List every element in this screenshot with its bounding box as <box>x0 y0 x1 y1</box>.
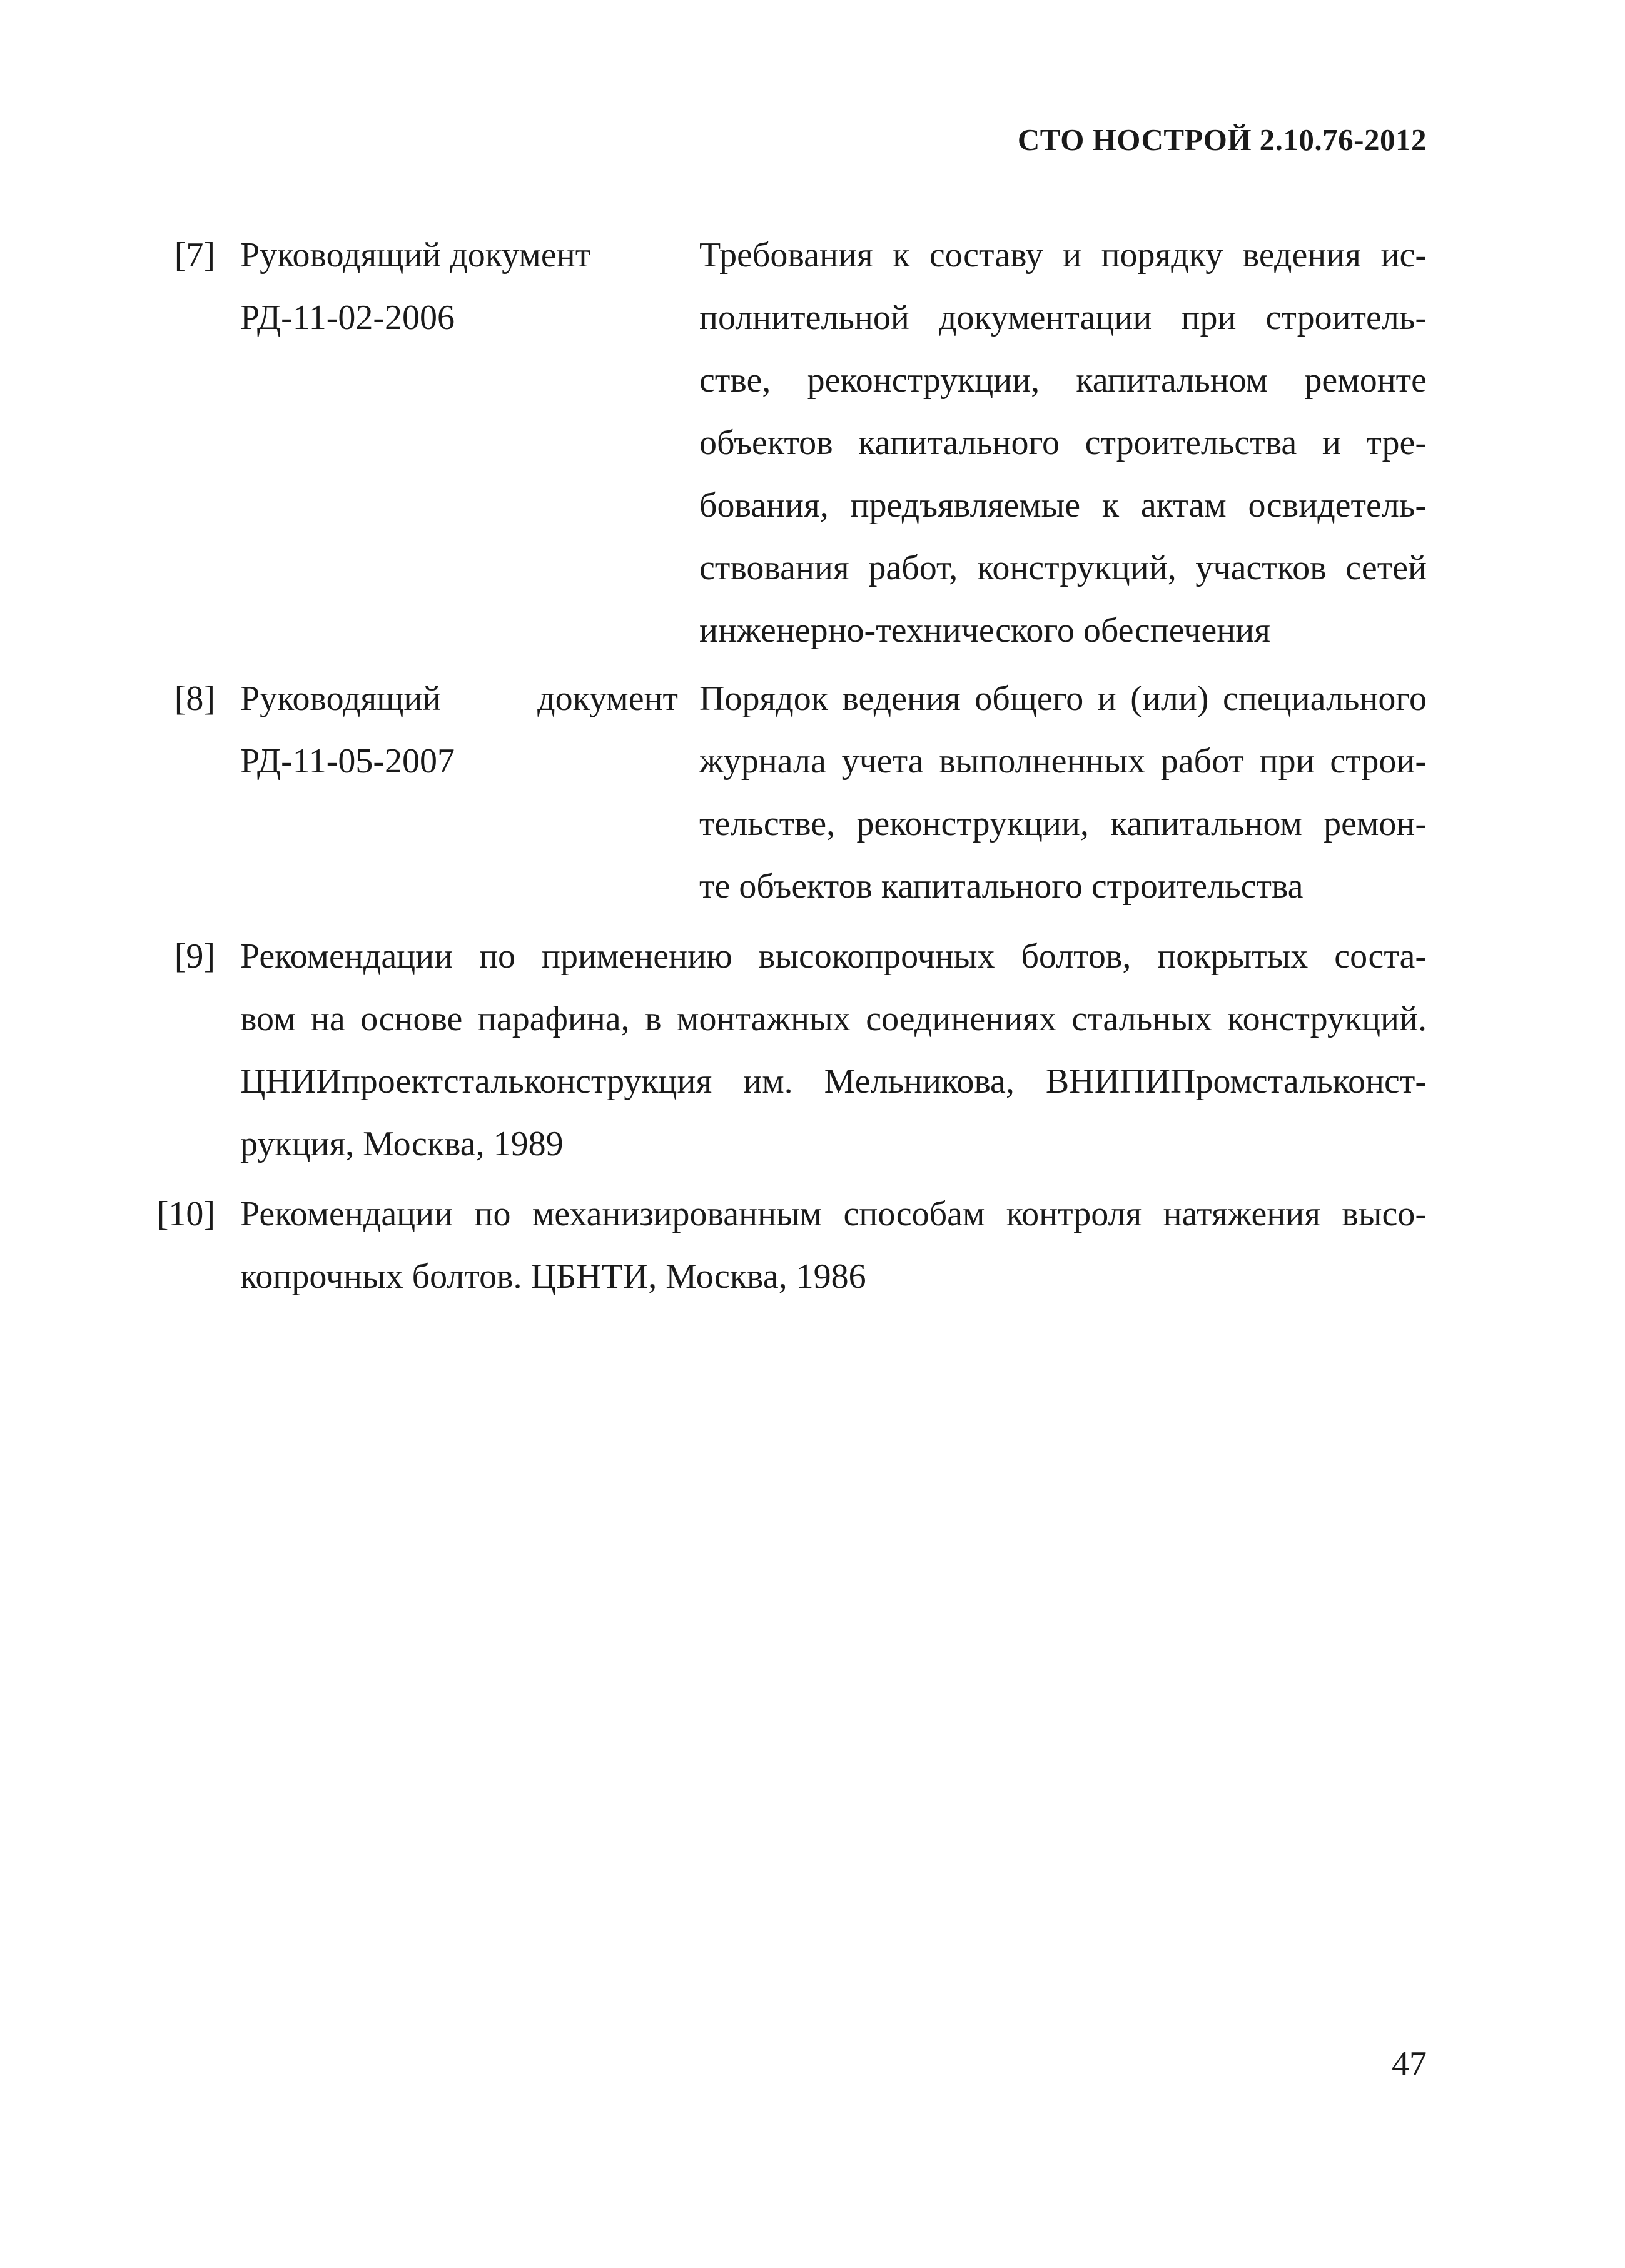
reference-document <box>240 224 678 349</box>
description-line: стве, реконструкции, капитальном ремонте <box>699 361 1427 400</box>
reference-line: Рекомендации по применению высокопрочных болтов, покрытых соста- <box>240 937 1427 976</box>
reference-number: [7] <box>174 236 215 275</box>
reference-line: копрочных болтов. ЦБНТИ, Москва, 1986 <box>240 1257 866 1296</box>
document-type <box>240 667 678 730</box>
document-type-word: документ <box>537 679 678 718</box>
reference-text <box>240 925 1427 1175</box>
document-id: РД-11-02-2006 <box>240 298 455 337</box>
description-line: объектов капитального строительства и тре- <box>699 423 1427 462</box>
reference-line: Рекомендации по механизированным способам контроля натяжения высо- <box>240 1195 1427 1233</box>
description-line: инженерно-технического обеспечения <box>699 611 1270 650</box>
document-id: РД-11-05-2007 <box>240 742 455 781</box>
document-type-word: Руководящий <box>240 679 442 718</box>
description-line: ствования работ, конструкций, участков сетей <box>699 549 1427 587</box>
reference-line: рукция, Москва, 1989 <box>240 1125 564 1163</box>
reference-description <box>699 224 1427 662</box>
description-line: тельстве, реконструкции, капитальном ремон- <box>699 804 1427 843</box>
page-number: 47 <box>1392 2045 1427 2083</box>
reference-document <box>240 667 678 792</box>
reference-line: ЦНИИпроектстальконструкция им. Мельникова, ВНИПИПромстальконст- <box>240 1062 1427 1101</box>
reference-line: вом на основе парафина, в монтажных соединениях стальных конструкций. <box>240 1000 1427 1038</box>
reference-description <box>699 667 1427 918</box>
description-line: журнала учета выполненных работ при строи- <box>699 742 1427 781</box>
reference-text <box>240 1183 1427 1308</box>
description-line: полнительной документации при строитель- <box>699 298 1427 337</box>
description-line: Требования к составу и порядку ведения ис- <box>699 236 1427 275</box>
description-line: Порядок ведения общего и (или) специального <box>699 679 1427 718</box>
reference-number: [9] <box>174 937 215 976</box>
description-line: бования, предъявляемые к актам освидетель- <box>699 486 1427 525</box>
description-line: те объектов капитального строительства <box>699 867 1304 906</box>
reference-number: [8] <box>174 679 215 718</box>
document-code-header: СТО НОСТРОЙ 2.10.76-2012 <box>1017 123 1427 157</box>
document-type: Руководящий документ <box>240 236 591 275</box>
reference-number: [10] <box>156 1195 215 1233</box>
